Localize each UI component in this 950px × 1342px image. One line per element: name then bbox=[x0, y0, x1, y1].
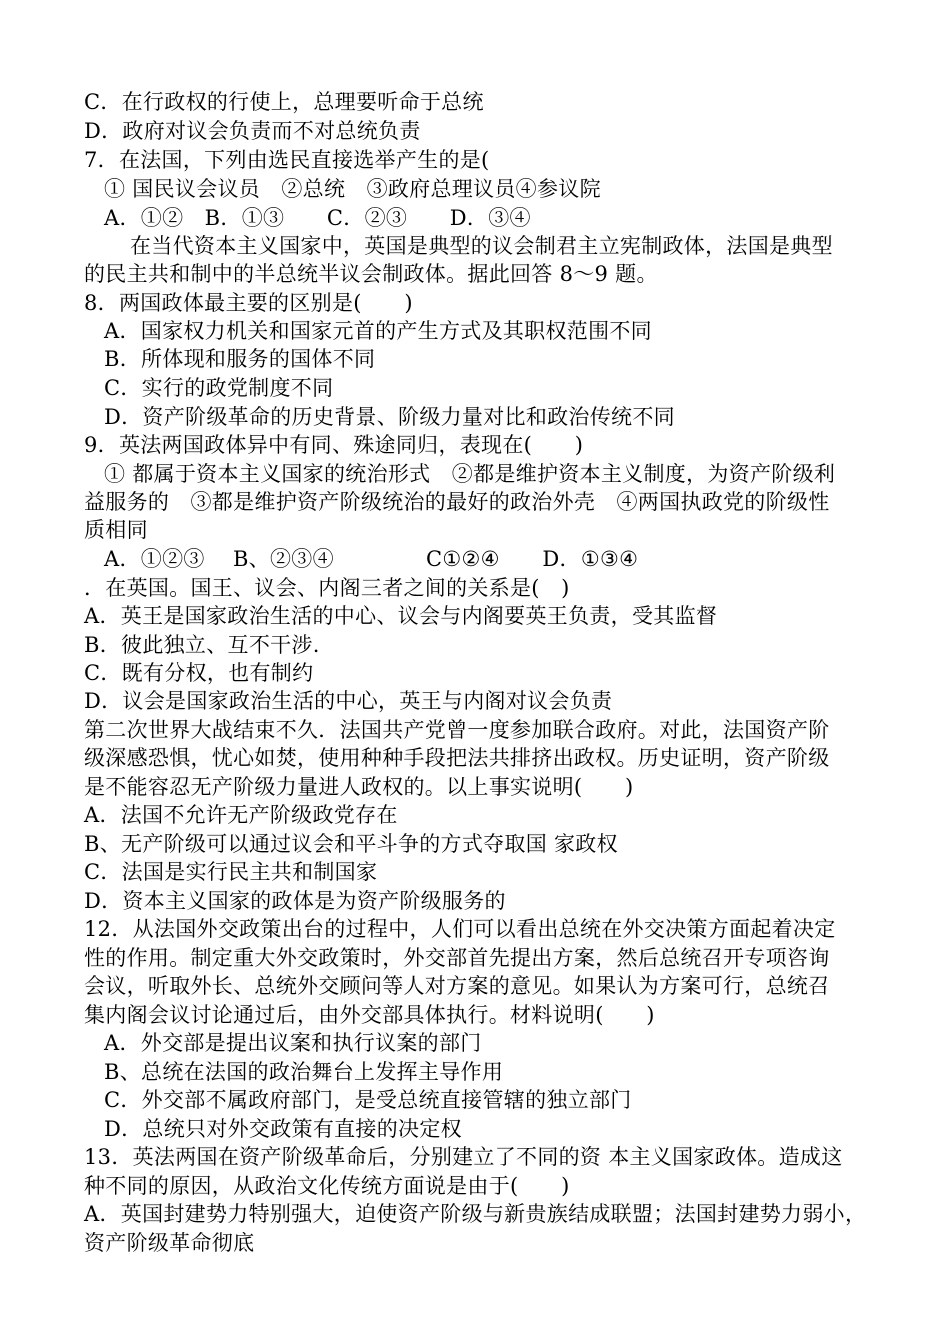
option-a-q12: A．外交部是提出议案和执行议案的部门 bbox=[104, 1031, 482, 1055]
option-c-q11: C．法国是实行民主共和制国家 bbox=[84, 860, 378, 884]
option-a-q13-line-2: 资产阶级革命彻底 bbox=[84, 1231, 255, 1255]
question-12-line-1: 12．从法国外交政策出台的过程中，人们可以看出总统在外交决策方面起着决定 bbox=[84, 917, 836, 941]
question-11-line-1: 第二次世界大战结束不久．法国共产党曾一度参加联合政府。对此，法国资产阶 bbox=[84, 718, 830, 742]
option-c-q8: C．实行的政党制度不同 bbox=[104, 376, 334, 400]
option-d-q11: D．资本主义国家的政体是为资产阶级服务的 bbox=[84, 889, 506, 913]
question-13-line-2: 种不同的原因，从政治文化传统方面说是由于( ) bbox=[84, 1174, 570, 1198]
option-d-q8: D．资产阶级革命的历史背景、阶级力量对比和政治传统不同 bbox=[104, 405, 675, 429]
question-8: 8．两国政体最主要的区别是( ) bbox=[84, 291, 413, 315]
option-c-q12: C．外交部不属政府部门，是受总统直接管辖的独立部门 bbox=[104, 1088, 632, 1112]
question-9-items-line-3: 质相同 bbox=[84, 518, 148, 542]
question-9: 9．英法两国政体异中有同、殊途同归，表现在( ) bbox=[84, 433, 584, 457]
question-7-items: ① 国民议会议员 ②总统 ③政府总理议员④参议院 bbox=[104, 177, 601, 201]
option-a-q11: A．法国不允许无产阶级政党存在 bbox=[84, 803, 398, 827]
passage-8-9-line-1: 在当代资本主义国家中，英国是典型的议会制君主立宪制政体，法国是典型 bbox=[130, 234, 833, 258]
option-d-q12: D．总统只对外交政策有直接的决定权 bbox=[104, 1117, 462, 1141]
option-c-q10: C．既有分权，也有制约 bbox=[84, 661, 314, 685]
option-b-q8: B．所体现和服务的国体不同 bbox=[104, 347, 376, 371]
option-c-q6: C．在行政权的行使上，总理要听命于总统 bbox=[84, 90, 484, 114]
question-12-line-4: 集内阁会议讨论通过后，由外交部具体执行。材料说明( ) bbox=[84, 1003, 655, 1027]
option-d-q6: D．政府对议会负责而不对总统负责 bbox=[84, 119, 421, 143]
option-a-q10: A．英王是国家政治生活的中心、议会与内阁要英王负责，受其监督 bbox=[84, 604, 718, 628]
option-b-q12: B、总统在法国的政治舞台上发挥主导作用 bbox=[104, 1060, 504, 1084]
question-9-options: A．①②③ B、②③④ C①②④ D．①③④ bbox=[104, 547, 639, 571]
option-a-q8: A．国家权力机关和国家元首的产生方式及其职权范围不同 bbox=[104, 319, 652, 343]
question-12-line-3: 会议，听取外长、总统外交顾问等人对方案的意见。如果认为方案可行，总统召 bbox=[84, 974, 830, 998]
question-7: 7．在法国，下列由选民直接选举产生的是( bbox=[84, 148, 490, 172]
option-b-q10: B．彼此独立、互不干涉. bbox=[84, 633, 320, 657]
question-13-line-1: 13．英法两国在资产阶级革命后，分别建立了不同的资 本主义国家政体。造成这 bbox=[84, 1145, 843, 1169]
question-9-items-line-1: ① 都属于资本主义国家的统治形式 ②都是维护资本主义制度，为资产阶级利 bbox=[104, 462, 836, 486]
question-9-items-line-2: 益服务的 ③都是维护资产阶级统治的最好的政治外壳 ④两国执政党的阶级性 bbox=[84, 490, 830, 514]
option-b-q11: B、无产阶级可以通过议会和平斗争的方式夺取国 家政权 bbox=[84, 832, 618, 856]
question-10: ．在英国。国王、议会、内阁三者之间的关系是( ) bbox=[84, 576, 570, 600]
question-11-line-2: 级深感恐惧，忧心如焚，使用种种手段把法共排挤出政权。历史证明，资产阶级 bbox=[84, 746, 830, 770]
passage-8-9-line-2: 的民主共和制中的半总统半议会制政体。据此回答 8～9 题。 bbox=[84, 262, 658, 286]
question-7-options: A．①② B．①③ C．②③ D．③④ bbox=[104, 206, 531, 230]
option-d-q10: D．议会是国家政治生活的中心，英王与内阁对议会负责 bbox=[84, 689, 613, 713]
question-11-line-3: 是不能容忍无产阶级力量进人政权的。以上事实说明( ) bbox=[84, 775, 634, 799]
question-12-line-2: 性的作用。制定重大外交政策时，外交部首先提出方案，然后总统召开专项咨询 bbox=[84, 946, 830, 970]
option-a-q13-line-1: A．英国封建势力特别强大，迫使资产阶级与新贵族结成联盟；法国封建势力弱小， bbox=[84, 1202, 867, 1226]
